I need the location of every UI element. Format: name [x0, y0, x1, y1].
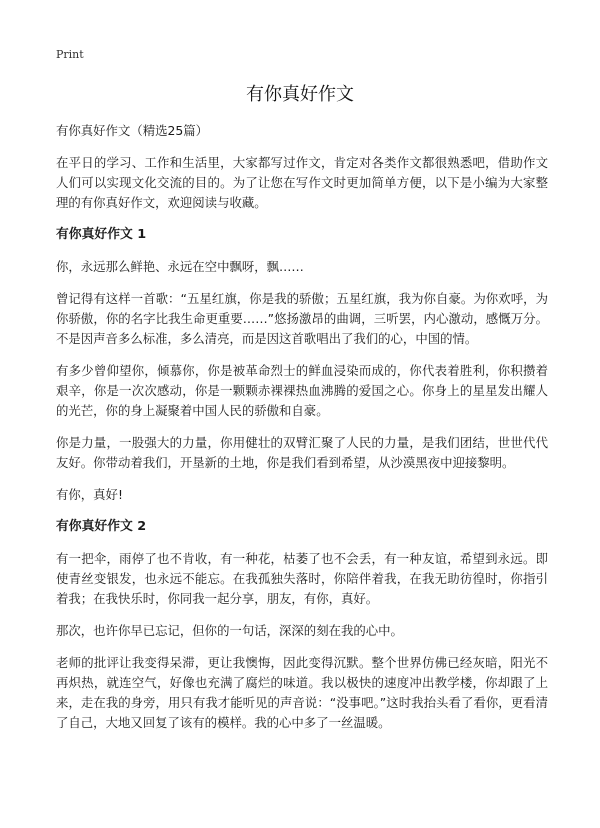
page-title: 有你真好作文 [246, 84, 354, 105]
paragraph: 曾记得有这样一首歌：“五星红旗，你是我的骄傲；五星红旗，我为你自豪。为你欢呼，为你骄傲，你的名字比我生命更重要……”悠扬激昂的曲调，三听罢，内心激动，感慨万分。不是因声音多么标准，多么清亮，而是因这首歌唱出了我们的心，中国的情。 [56, 291, 548, 346]
paragraph: 那次，也许你早已忘记，但你的一句话，深深的刻在我的心中。 [56, 623, 403, 638]
paragraph: 老师的批评让我变得呆滞，更让我懊悔，因此变得沉默。整个世界仿佛已经灰暗，阳光不再炽热，就连空气，好像也充满了腐烂的味道。我以极快的速度冲出教学楼，你却跟了上来，走在我的身旁，用只有我才能听见的声音说：“没事吧。”这时我抬头看了看你，更看清了自己，大地又回复了该有的模样。我的心中多了一丝温暖。 [56, 655, 548, 730]
paragraph: 有一把伞，雨停了也不肯收，有一种花，枯萎了也不会丢，有一种友谊，希望到永远。即使青丝变银发，也永远不能忘。在我孤独失落时，你陪伴着我，在我无助彷徨时，你指引着我；在我快乐时，你同我一起分享，朋友，有你，真好。 [56, 551, 548, 606]
section-heading-1: 有你真好作文 1 [56, 227, 147, 242]
article-body [56, 121, 548, 745]
print-link[interactable]: Print [56, 48, 84, 61]
paragraph: 你，永远那么鲜艳、永远在空中飘呀，飘…… [56, 259, 304, 274]
intro-paragraph: 在平日的学习、工作和生活里，大家都写过作文，肯定对各类作文都很熟悉吧，借助作文人们可以实现文化交流的目的。为了让您在写作文时更加简单方便，以下是小编为大家整理的有你真好作文，欢迎阅读与收藏。 [56, 155, 548, 210]
paragraph: 你是力量，一股强大的力量，你用健壮的双臂汇聚了人民的力量，是我们团结，世世代代友好。你带动着我们，开垦新的土地，你是我们看到希望，从沙漠黑夜中迎接黎明。 [56, 435, 548, 470]
section-heading-2: 有你真好作文 2 [56, 519, 147, 534]
article-subtitle: 有你真好作文（精选25篇） [56, 123, 209, 138]
paragraph: 有多少曾仰望你，倾慕你，你是被革命烈士的鲜血浸染而成的，你代表着胜利，你积攒着艰辛，你是一次次感动，你是一颗颗赤裸裸热血沸腾的爱国之心。你身上的星星发出耀人的光芒，你的身上凝聚着中国人民的骄傲和自豪。 [56, 363, 548, 418]
paragraph: 有你，真好! [56, 487, 123, 502]
